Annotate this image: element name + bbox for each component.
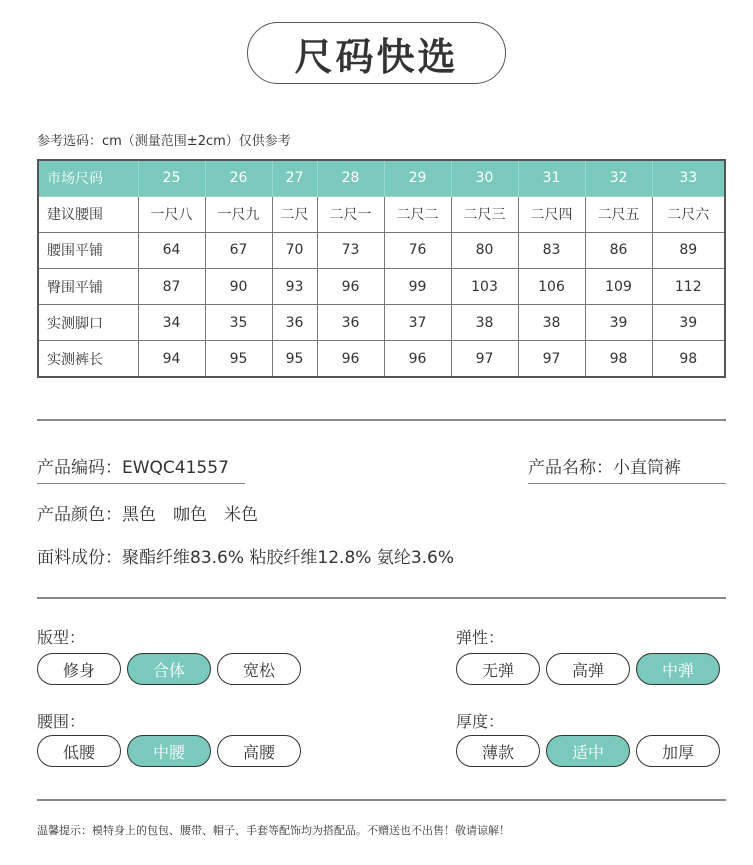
table-cell: 94 xyxy=(138,341,205,377)
table-cell: 70 xyxy=(272,232,317,268)
table-cell: 112 xyxy=(652,268,725,304)
table-cell: 93 xyxy=(272,268,317,304)
table-cell: 36 xyxy=(317,305,384,341)
row-label: 建议腰围 xyxy=(38,196,138,232)
table-cell: 106 xyxy=(518,268,585,304)
table-cell: 一尺八 xyxy=(138,196,205,232)
product-fabric-label: 面料成份： xyxy=(37,548,122,568)
table-cell: 73 xyxy=(317,232,384,268)
table-cell: 38 xyxy=(451,305,518,341)
table-row xyxy=(38,341,725,377)
table-cell: 95 xyxy=(205,341,272,377)
title-section xyxy=(0,0,753,110)
thickness-label: 厚度： xyxy=(456,712,505,731)
table-cell: 37 xyxy=(384,305,451,341)
product-name-label: 产品名称： xyxy=(528,458,613,478)
warm-tip: 温馨提示：模特身上的包包、腰带、帽子、手套等配饰均为搭配品。不赠送也不出售！敬请谅解！ xyxy=(37,824,510,837)
table-cell: 98 xyxy=(585,341,652,377)
table-cell: 103 xyxy=(451,268,518,304)
table-cell: 97 xyxy=(451,341,518,377)
size-header-cell: 26 xyxy=(205,160,272,196)
table-cell: 38 xyxy=(518,305,585,341)
divider xyxy=(37,419,726,421)
product-colors-label: 产品颜色： xyxy=(37,505,122,525)
table-cell: 二尺四 xyxy=(518,196,585,232)
product-code-label: 产品编码： xyxy=(37,458,122,478)
table-cell: 67 xyxy=(205,232,272,268)
divider xyxy=(37,597,726,599)
table-cell: 96 xyxy=(317,268,384,304)
product-code-value: EWQC41557 xyxy=(122,458,229,478)
title-badge xyxy=(247,22,506,84)
size-table xyxy=(37,159,726,378)
divider xyxy=(37,799,726,801)
row-label: 腰围平铺 xyxy=(38,232,138,268)
table-cell: 80 xyxy=(451,232,518,268)
table-cell: 109 xyxy=(585,268,652,304)
table-row xyxy=(38,232,725,268)
product-colors-value: 黑色 咖色 米色 xyxy=(122,505,258,525)
product-name-value: 小直筒裤 xyxy=(613,458,681,478)
elasticity-label: 弹性： xyxy=(456,628,505,647)
table-cell: 98 xyxy=(652,341,725,377)
table-cell: 96 xyxy=(317,341,384,377)
waist-label: 腰围： xyxy=(37,712,86,731)
table-row xyxy=(38,268,725,304)
table-cell: 95 xyxy=(272,341,317,377)
product-fabric xyxy=(37,543,454,568)
product-colors xyxy=(37,500,258,525)
thickness-option[interactable]: 加厚 xyxy=(636,735,720,767)
fit-option[interactable]: 合体 xyxy=(127,653,211,685)
table-row xyxy=(38,196,725,232)
size-header-cell: 27 xyxy=(272,160,317,196)
table-cell: 二尺二 xyxy=(384,196,451,232)
product-name-underline xyxy=(528,483,726,484)
row-label: 实测裤长 xyxy=(38,341,138,377)
table-cell: 二尺一 xyxy=(317,196,384,232)
table-cell: 87 xyxy=(138,268,205,304)
table-cell: 一尺九 xyxy=(205,196,272,232)
table-cell: 86 xyxy=(585,232,652,268)
product-fabric-value: 聚酯纤维83.6% 粘胶纤维12.8% 氨纶3.6% xyxy=(122,548,455,568)
table-cell: 二尺三 xyxy=(451,196,518,232)
product-code xyxy=(37,453,229,478)
table-cell: 36 xyxy=(272,305,317,341)
fit-option[interactable]: 修身 xyxy=(37,653,121,685)
table-cell: 35 xyxy=(205,305,272,341)
table-cell: 39 xyxy=(585,305,652,341)
thickness-option[interactable]: 适中 xyxy=(546,735,630,767)
product-code-underline xyxy=(37,483,245,484)
product-name xyxy=(528,453,681,478)
fit-option[interactable]: 宽松 xyxy=(217,653,301,685)
elasticity-option[interactable]: 中弹 xyxy=(636,653,720,685)
size-header-cell: 32 xyxy=(585,160,652,196)
waist-option[interactable]: 低腰 xyxy=(37,735,121,767)
elasticity-option[interactable]: 高弹 xyxy=(546,653,630,685)
reference-note: 参考选码：cm（测量范围±2cm）仅供参考 xyxy=(37,134,291,149)
page-title: 尺码快选 xyxy=(294,34,459,79)
fit-label: 版型： xyxy=(37,628,86,647)
size-header-cell: 25 xyxy=(138,160,205,196)
table-cell: 二尺六 xyxy=(652,196,725,232)
elasticity-option[interactable]: 无弹 xyxy=(456,653,540,685)
size-header-cell: 28 xyxy=(317,160,384,196)
table-header-row xyxy=(38,160,725,196)
table-cell: 39 xyxy=(652,305,725,341)
thickness-option[interactable]: 薄款 xyxy=(456,735,540,767)
size-header-cell: 31 xyxy=(518,160,585,196)
table-cell: 34 xyxy=(138,305,205,341)
table-cell: 89 xyxy=(652,232,725,268)
table-cell: 90 xyxy=(205,268,272,304)
size-header-cell: 33 xyxy=(652,160,725,196)
size-header-cell: 30 xyxy=(451,160,518,196)
waist-option[interactable]: 高腰 xyxy=(217,735,301,767)
size-header-label: 市场尺码 xyxy=(38,160,138,196)
table-cell: 76 xyxy=(384,232,451,268)
table-cell: 64 xyxy=(138,232,205,268)
size-header-cell: 29 xyxy=(384,160,451,196)
row-label: 实测脚口 xyxy=(38,305,138,341)
waist-option[interactable]: 中腰 xyxy=(127,735,211,767)
table-cell: 83 xyxy=(518,232,585,268)
table-cell: 二尺 xyxy=(272,196,317,232)
table-row xyxy=(38,305,725,341)
table-cell: 97 xyxy=(518,341,585,377)
row-label: 臀围平铺 xyxy=(38,268,138,304)
table-cell: 99 xyxy=(384,268,451,304)
table-cell: 96 xyxy=(384,341,451,377)
table-cell: 二尺五 xyxy=(585,196,652,232)
